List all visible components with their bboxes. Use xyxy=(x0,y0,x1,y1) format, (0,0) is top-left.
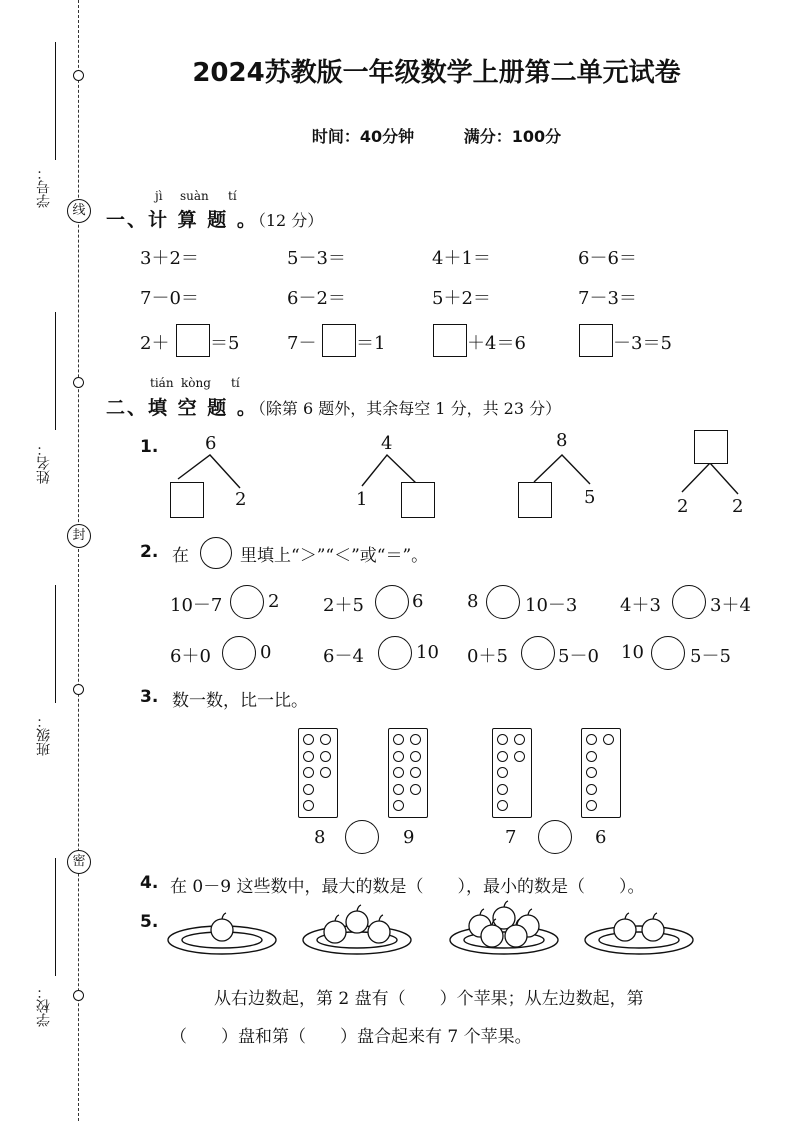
pinyin-ji: jì xyxy=(155,189,163,203)
blank-after: ＝5 xyxy=(210,333,240,354)
frame-count-right: 9 xyxy=(403,827,415,848)
apple-icon xyxy=(493,901,515,929)
compare-right: 2 xyxy=(268,591,280,612)
compare-right: 3＋4 xyxy=(710,595,751,616)
compare-right: 0 xyxy=(260,642,272,663)
compare-left: 6－4 xyxy=(323,646,364,667)
frame-count-left: 8 xyxy=(314,827,326,848)
label-school: 学校： xyxy=(36,985,52,1027)
compare-left: 0＋5 xyxy=(467,646,508,667)
section1-points: （12 分） xyxy=(257,211,324,230)
question-2-number: 2. xyxy=(140,542,159,562)
bond-right-number: 2 xyxy=(235,489,247,510)
calc-item: 5－3＝ xyxy=(287,248,346,269)
pinyin-suan: suàn xyxy=(180,189,209,203)
question-3-prompt: 数一数，比一比。 xyxy=(172,691,308,711)
section2-points: （除第 6 题外，其余每空 1 分，共 23 分） xyxy=(257,399,562,418)
label-name: 姓名： xyxy=(36,442,52,484)
calc-item: 6－2＝ xyxy=(287,288,346,309)
calc-item: 5＋2＝ xyxy=(432,288,491,309)
calc-item: 4＋1＝ xyxy=(432,248,491,269)
blank-before: 7－ xyxy=(287,333,317,354)
apple-icon xyxy=(324,915,346,943)
section1-title: 一、计 算 题 。 xyxy=(106,209,258,231)
seal-line-mark: 线 xyxy=(67,199,91,223)
bond-left-number: 2 xyxy=(677,496,689,517)
page-title: 2024苏教版一年级数学上册第二单元试卷 xyxy=(192,58,681,88)
label-student-id: 学号： xyxy=(36,166,52,208)
apple-icon xyxy=(211,913,233,941)
calc-item: 7－0＝ xyxy=(140,288,199,309)
frame-count-left: 7 xyxy=(505,827,517,848)
pinyin-kong: kòng xyxy=(181,376,211,390)
blank-before: 2＋ xyxy=(140,333,170,354)
pinyin-ti: tí xyxy=(228,189,237,203)
apple-icon xyxy=(614,913,636,941)
seal-seal-mark: 封 xyxy=(67,524,91,548)
exam-time: 时间：40分钟 xyxy=(311,127,415,146)
pinyin-tian: tián xyxy=(150,376,174,390)
blank-after: ＋4＝6 xyxy=(467,333,526,354)
question-3-number: 3. xyxy=(140,687,159,707)
bond-right-number: 2 xyxy=(732,496,744,517)
apple-icon xyxy=(346,905,368,933)
calc-item: 6－6＝ xyxy=(578,248,637,269)
compare-left: 6＋0 xyxy=(170,646,211,667)
compare-left: 10 xyxy=(621,642,644,663)
compare-left: 8 xyxy=(467,591,479,612)
apple-icon xyxy=(642,913,664,941)
question-5-line-2: （ ）盘和第（ ）盘合起来有 7 个苹果。 xyxy=(170,1027,532,1047)
bond-top-number: 8 xyxy=(556,430,568,451)
compare-right: 10－3 xyxy=(525,595,578,616)
compare-right: 10 xyxy=(416,642,439,663)
pinyin-ti: tí xyxy=(231,376,240,390)
blank-after: ＝1 xyxy=(356,333,386,354)
bond-left-number: 1 xyxy=(356,489,368,510)
question-4-number: 4. xyxy=(140,873,159,893)
exam-score: 满分：100分 xyxy=(463,127,562,146)
compare-left: 4＋3 xyxy=(620,595,661,616)
compare-left: 10－7 xyxy=(170,595,223,616)
apple-icon xyxy=(368,915,390,943)
bond-right-number: 5 xyxy=(584,487,596,508)
question-2-prompt-end: 里填上“＞”“＜”或“＝”。 xyxy=(240,546,429,566)
section2-title: 二、填 空 题 。 xyxy=(106,397,258,419)
question-4-text: 在 0－9 这些数中，最大的数是（ ），最小的数是（ ）。 xyxy=(170,877,645,897)
calc-item: 7－3＝ xyxy=(578,288,637,309)
compare-right: 5－5 xyxy=(690,646,731,667)
question-2-prompt-start: 在 xyxy=(172,546,189,566)
compare-right: 5－0 xyxy=(558,646,599,667)
compare-right: 6 xyxy=(412,591,424,612)
question-5-line-1: 从右边数起，第 2 盘有（ ）个苹果；从左边数起，第 xyxy=(214,989,644,1009)
compare-left: 2＋5 xyxy=(323,595,364,616)
bond-top-number: 6 xyxy=(205,433,217,454)
calc-item: 3＋2＝ xyxy=(140,248,199,269)
seal-secret-mark: 密 xyxy=(67,850,91,874)
blank-after: －3＝5 xyxy=(613,333,672,354)
bond-top-number: 4 xyxy=(381,433,393,454)
question-5-number: 5. xyxy=(140,912,159,932)
question-1-number: 1. xyxy=(140,437,159,457)
frame-count-right: 6 xyxy=(595,827,607,848)
label-class: 班级： xyxy=(36,714,52,756)
